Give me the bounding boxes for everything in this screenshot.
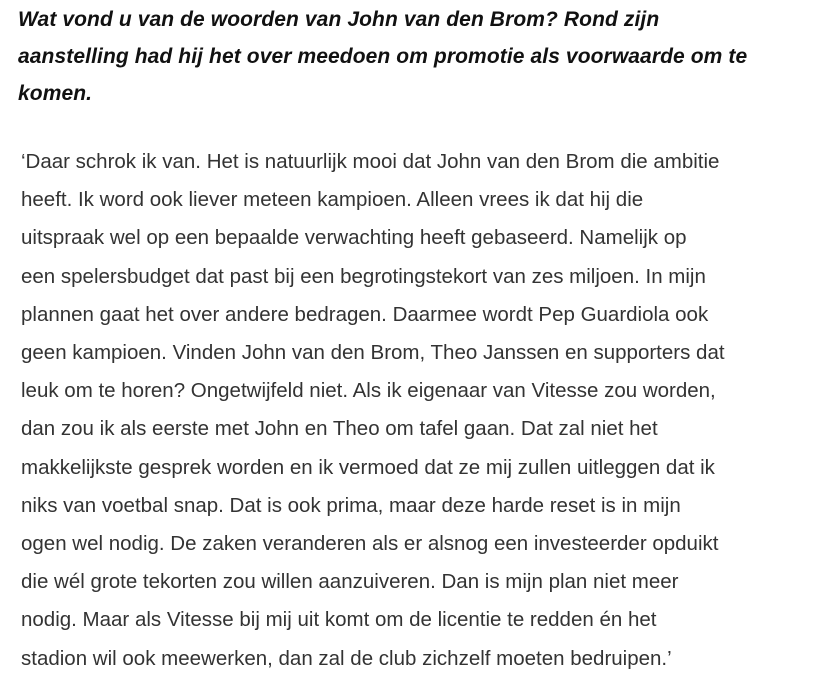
- answer-line: leuk om te horen? Ongetwijfeld niet. Als ik eigenaar van Vitesse zou worden,: [21, 379, 716, 403]
- answer-line: dan zou ik als eerste met John en Theo om tafel gaan. Dat zal niet het: [21, 417, 658, 441]
- answer-line: een spelersbudget dat past bij een begrotingstekort van zes miljoen. In mijn: [21, 264, 706, 288]
- answer-line: stadion wil ook meewerken, dan zal de club zichzelf moeten bedruipen.’: [21, 646, 672, 670]
- answer-line: niks van voetbal snap. Dat is ook prima, maar deze harde reset is in mijn: [21, 493, 681, 517]
- question-line: Wat vond u van de woorden van John van den Brom? Rond zijn: [18, 8, 660, 31]
- answer-line: ogen wel nodig. De zaken veranderen als er alsnog een investeerder opduikt: [21, 532, 719, 556]
- answer-line: ‘Daar schrok ik van. Het is natuurlijk mooi dat John van den Brom die ambitie: [21, 150, 720, 173]
- answer-line: nodig. Maar als Vitesse bij mij uit komt om de licentie te redden én het: [21, 608, 657, 632]
- answer-line: makkelijkste gesprek worden en ik vermoed dat ze mij zullen uitleggen dat ik: [21, 455, 715, 479]
- answer-line: die wél grote tekorten zou willen aanzuiveren. Dan is mijn plan niet meer: [21, 570, 679, 594]
- question-line: komen.: [18, 82, 93, 105]
- answer-line: plannen gaat het over andere bedragen. Daarmee wordt Pep Guardiola ook: [21, 302, 709, 326]
- article-body: [18, 0, 818, 670]
- answer-line: heeft. Ik word ook liever meteen kampioen. Alleen vrees ik dat hij die: [21, 188, 644, 212]
- interview-answer: [21, 143, 725, 678]
- answer-line: uitspraak wel op een bepaalde verwachting heeft gebaseerd. Namelijk op: [21, 226, 687, 250]
- interview-question: [18, 0, 818, 112]
- answer-line: geen kampioen. Vinden John van den Brom, Theo Janssen en supporters dat: [21, 341, 725, 365]
- question-line: aanstelling had hij het over meedoen om promotie als voorwaarde om te: [18, 45, 748, 68]
